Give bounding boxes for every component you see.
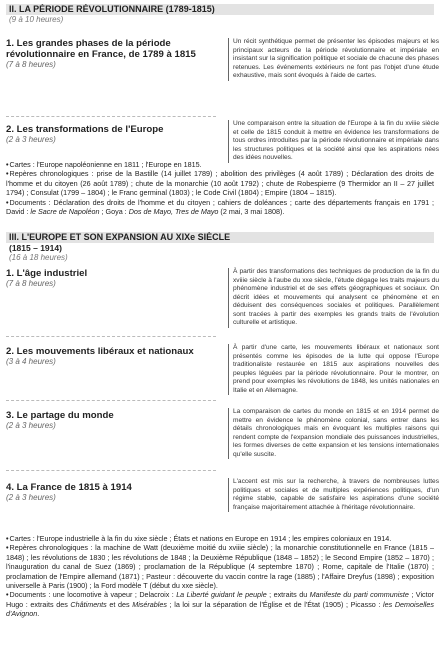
- theme-3-1-description: À partir des transformations des techniques de production de la fin du xviiie siècle à l'aube du xxe siècle, l'étude dégage les traits majeurs du phénomène industriel et de ses effets géographiques et sociaux. On décrit idées et mouvements qui analysent ce phénomène et en déduisent des conséquences sociales et politiques. Parallèlement sont tracées à partir des exemples les grands traits de l'évolution culturelle et artistique.: [228, 268, 439, 328]
- theme-title: 1. Les grandes phases de la période révolutionnaire en France, de 1789 à 1815: [6, 38, 196, 60]
- section-2-hours: (9 à 10 heures): [9, 15, 64, 24]
- section-2-bullets: [6, 160, 434, 216]
- theme-hours: (2 à 3 heures): [6, 493, 56, 502]
- theme-2-1-description: Un récit synthétique permet de présenter les épisodes majeurs et les principaux acteurs de la période révolutionnaire et impériale en insistant sur la signification politique et sociale de chacune des phases retenues. Les événements extérieurs ne font pas l'objet d'une étude exhaustive, mais sont évoqués à l'aide de cartes.: [228, 38, 439, 81]
- theme-title: 3. Le partage du monde: [6, 410, 114, 421]
- theme-title: 4. La France de 1815 à 1914: [6, 482, 132, 493]
- divider: [6, 336, 216, 337]
- bullet-cartes: •Cartes : l'Europe napoléonienne en 1811 ; l'Europe en 1815.: [6, 160, 202, 169]
- theme-3-2: [6, 346, 216, 367]
- theme-hours: (2 à 3 heures): [6, 135, 56, 144]
- theme-hours: (2 à 3 heures): [6, 421, 56, 430]
- theme-3-2-description: À partir d'une carte, les mouvements libéraux et nationaux sont présentés comme les épisodes de la lutte qui oppose l'Europe traditionaliste restaurée en 1815 aux aspirations nouvelles des peuples léguées par la période révolutionnaire. Pour le montrer, on prend pour exemples les révolutions de 1848, les unités nationales en Italie et en Allemagne.: [228, 344, 439, 395]
- section-2-header: [6, 4, 434, 25]
- divider: [6, 116, 216, 117]
- theme-title: 2. Les transformations de l'Europe: [6, 124, 164, 135]
- bullet-reperes: •Repères chronologiques : la machine de Watt (deuxième moitié du xviiie siècle) ; la monarchie constitutionnelle en France (1815 – 1848) ; les révolutions de 1830 ; les révolutions de 1848 ; la Deuxième République (1848 – 1852) ; le Second Empire (1852 – 1870) ; l'inauguration du canal de Suez (1869) ; proclamation de la République (4 septembre 1870) ; Rome, capitale de l'Italie (1870) ; proclamation de l'Empire allemand (1871) ; Pasteur : découverte du vaccin contre la rage (1885) ; l'Affaire Dreyfus (1898) ; exposition universelle à Paris (1900) ; la Ford modèle T (début du xxe siècle).: [6, 543, 435, 591]
- bullet-reperes: •Repères chronologiques : prise de la Bastille (14 juillet 1789) ; abolition des privilèges (4 août 1789) ; Déclaration des droits de l'homme et du citoyen (26 août 1789) ; chute de la monarchie (10 août 1792) ; chute de Robespierre (9 Thermidor an II – 27 juillet 1794) ; Consulat (1799 – 1804) ; le Franc germinal (1803) ; le Code Civil (1804) ; Empire (1804 – 1815).: [6, 169, 434, 198]
- section-3-header: [6, 232, 434, 263]
- theme-hours: (7 à 8 heures): [6, 279, 56, 288]
- divider: [6, 470, 216, 471]
- theme-title: 1. L'âge industriel: [6, 268, 88, 279]
- theme-2-2-description: Une comparaison entre la situation de l'Europe à la fin du xviiie siècle et celle de 1815 conduit à mettre en évidence les transformations de tous ordres introduites par la période révolutionnaire et impériale dans les structures politiques et la société ainsi que les aspirations nées des idées nouvelles.: [228, 120, 439, 163]
- theme-2-1: [6, 38, 216, 70]
- theme-hours: (7 à 8 heures): [6, 60, 56, 69]
- section-3-title: III. L'EUROPE ET SON EXPANSION AU XIXe SIÈCLE: [6, 232, 434, 243]
- theme-title: 2. Les mouvements libéraux et nationaux: [6, 346, 194, 357]
- bullet-documents: •Documents : une locomotive à vapeur ; Delacroix : La Liberté guidant le peuple ; extraits du Manifeste du parti communiste ; Victor Hugo : extraits des Châtiments et des Misérables ; la loi sur la séparation de l'Église et de l'État (1905) ; Picasso : les Demoiselles d'Avignon.: [6, 590, 435, 619]
- theme-3-3: [6, 410, 216, 431]
- section-3-hours: (16 à 18 heures): [9, 253, 68, 262]
- section-2-title: II. LA PÉRIODE RÉVOLUTIONNAIRE (1789-1815): [6, 4, 434, 15]
- theme-3-1: [6, 268, 216, 289]
- theme-2-2: [6, 124, 216, 145]
- theme-3-3-description: La comparaison de cartes du monde en 1815 et en 1914 permet de mettre en évidence le phénomène colonial, sans entrer dans les détails chronologiques mais en évoquant les multiples raisons qui rendent compte de l'expansion mondiale des puissances industrielles, les formes diverses de cette expansion et les tensions internationales qu'elle suscite.: [228, 408, 439, 459]
- theme-3-4-description: L'accent est mis sur la recherche, à travers de nombreuses luttes politiques et sociales et de multiples expériences politiques, d'un régime stable, capable de satisfaire les aspirations d'une société française majoritairement attachée à l'héritage révolutionnaire.: [228, 478, 439, 512]
- bullet-cartes: •Cartes : l'Europe industrielle à la fin du xixe siècle ; États et nations en Europe en 1914 ; les empires coloniaux en 1914.: [6, 534, 392, 543]
- bullet-documents: •Documents : Déclaration des droits de l'homme et du citoyen ; cahiers de doléances ; carte des départements français en 1791 ; David : le Sacre de Napoléon ; Goya : Dos de Mayo, Tres de Mayo (2 mai, 3 mai 1808).: [6, 197, 434, 217]
- section-3-bullets: [6, 534, 434, 619]
- theme-hours: (3 à 4 heures): [6, 357, 56, 366]
- divider: [6, 400, 216, 401]
- section-3-dates: (1815 – 1914): [9, 243, 62, 253]
- theme-3-4: [6, 482, 216, 503]
